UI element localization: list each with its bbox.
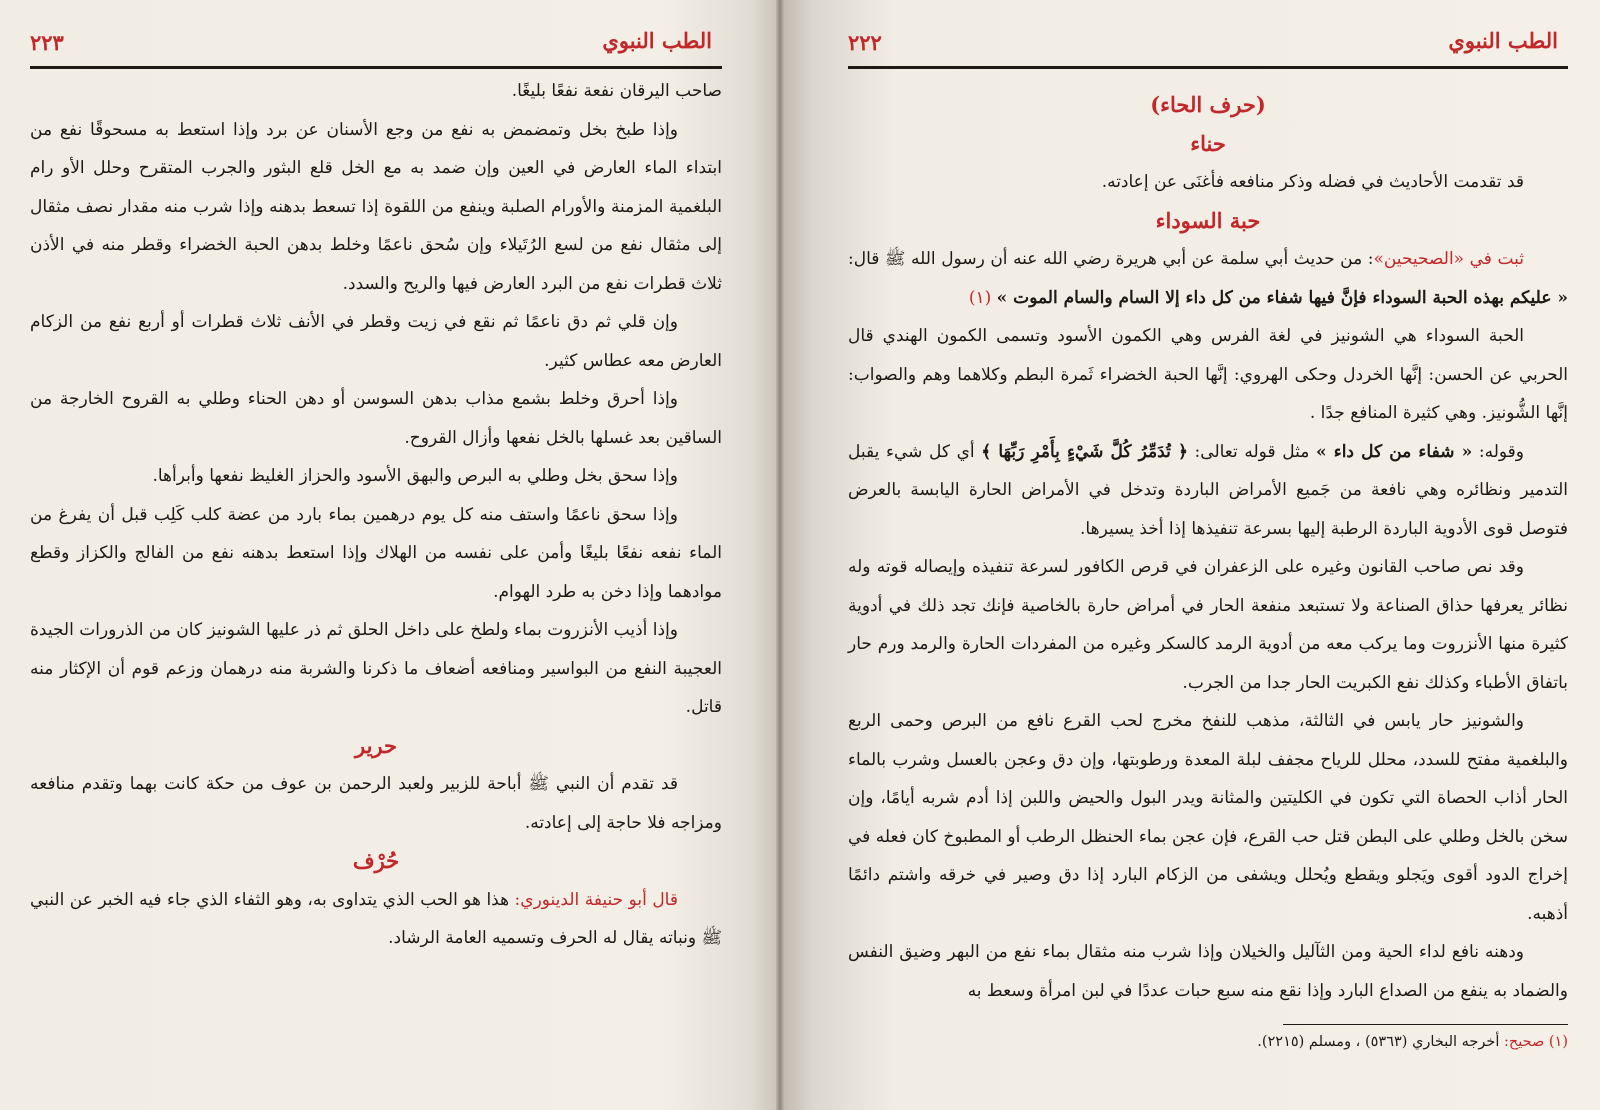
hadith-text: : من حديث أبي سلمة عن أبي هريرة رضي الله عنه أن رسول الله ﷺ قال: — [848, 249, 1374, 269]
left-page-header — [30, 18, 722, 66]
hurf-quote-author: قال أبو حنيفة الدينوري: — [514, 889, 678, 910]
section-title-hurf: حُرْف — [352, 848, 400, 873]
right-paragraph — [848, 433, 1568, 549]
hadith-intro: ثبت في «الصحيحين» — [1373, 249, 1524, 269]
hadith-quote: « عليكم بهذه الحبة السوداء فإنَّ فيها شفاء من كل داء إلا السام والسام الموت » — [996, 287, 1568, 308]
section-title-habba: حبة السوداء — [1155, 207, 1261, 233]
para2-quote: « شفاء من كل داء » — [1315, 441, 1473, 462]
right-page-body — [848, 86, 1568, 1055]
footnote-rule — [1283, 1024, 1568, 1025]
right-paragraph: وقد نص صاحب القانون وغيره على الزعفران في قرص الكافور لسرعة تنفيذه وإيصاله قوته وله نظائر يعرفها حذاق الصناعة ولا تستبعد منفعة الحار في أمراض حارة بالخاصية فإنك تجد ذلك في أدوية كثيرة منها الأنزروت وما يركب معه من أدوية الرمد كالسكر وغيره من المفردات الحارة والرمد ورم حار باتفاق الأطباء وكذلك نفع الكبريت الحار جدا من الجرب. — [848, 557, 1568, 693]
left-header-title: الطب النبوي — [602, 28, 712, 53]
book-gutter — [776, 0, 784, 1110]
left-paragraph: وإن قلي ثم دق ناعمًا ثم نقع في زيت وقطر في الأنف ثلاث قطرات أو أربع نفع من الزكام العارض معه عطاس كثير. — [30, 312, 722, 371]
left-page-number: ٢٢٣ — [30, 30, 64, 55]
footnote-ref: (١) — [968, 287, 992, 308]
left-page — [0, 0, 780, 1110]
harir-paragraph: قد تقدم أن النبي ﷺ أباحة للزبير ولعبد الرحمن بن عوف من حكة كانت بهما وتقدم منافعه ومزاجه فلا حاجة إلى إعادته. — [30, 774, 722, 833]
section-title-hinna: حناء — [1190, 130, 1226, 156]
hurf-paragraph — [30, 881, 722, 958]
right-header-rule — [848, 66, 1568, 69]
right-page-header — [848, 18, 1568, 66]
hurf-text: هذا هو الحب الذي يتداوى به، وهو الثفاء الذي جاء فيه الخبر عن النبي ﷺ ونباته يقال له الحرف وتسميه العامة الرشاد. — [30, 889, 722, 948]
footnote-label: (١) صحيح: — [1503, 1034, 1568, 1050]
left-paragraph: وإذا سحق ناعمًا واستف منه كل يوم درهمين بماء بارد من عضة كلب كَلِب قبل أن يفرغ من الماء نفعه نفعًا بليغًا وأمن على نفسه من الهلاك وإذا استعط بدهنه نفع من الفالج والكزاز وقطع موادهما وإذا دخن به طرد الهوام. — [30, 504, 722, 602]
section-title-harir: حرير — [355, 732, 397, 758]
footnote-text: أخرجه البخاري (٥٣٦٣) ، ومسلم (٢٢١٥). — [1257, 1034, 1504, 1050]
right-page-number: ٢٢٢ — [848, 30, 882, 55]
right-header-title: الطب النبوي — [1448, 28, 1558, 53]
left-paragraph: وإذا أحرق وخلط بشمع مذاب بدهن السوسن أو دهن الحناء وطلي به القروح الخارجة من الساقين بعد غسلها بالخل نفعها وأزال القروح. — [30, 389, 722, 448]
left-paragraph: وإذا طبخ بخل وتمضمض به نفع من وجع الأسنان عن برد وإذا استعط به مسحوقًا نفع من ابتداء الماء العارض في العين وإن ضمد به مع الخل قلع البثور والجرب المتقرح وحلل الأو رام البلغمية المزمنة والأورام الصلبة وينفع من اللقوة إذا تسعط بدهنه وإذا شرب منه مقدار نصف مثقال إلى مثقال نفع من لسع الرُتَيلاء وإن سُحق ناعمًا وخلط بدهن الحبة الخضراء وقطر منه في الأذن ثلاث قطرات نفع من البرد العارض فيها والريح والسدد. — [30, 119, 722, 294]
left-paragraph: وإذا سحق بخل وطلي به البرص والبهق الأسود والحزاز الغليظ نفعها وأبرأها. — [152, 466, 678, 486]
right-page — [780, 0, 1600, 1110]
para2-rest: أي كل شيء يقبل التدمير ونظائره وهي نافعة من جَميع الأمراض الباردة وتدخل في الأمراض الحارة اليابسة بالعرض فتوصل قوى الأدوية الباردة الرطبة إليها بسرعة تنفيذها إذا أخذ يسيرها. — [848, 441, 1568, 539]
quran-ayah: ﴿ تُدَمِّرُ كُلَّ شَيْءٍ بِأَمْرِ رَبِّهَا ﴾ — [981, 441, 1188, 462]
right-paragraph: والشونيز حار يابس في الثالثة، مذهب للنفخ مخرج لحب القرع نافع من البرص وحمى الربع والبلغمية مفتح للسدد، محلل للرياح مجفف لبلة المعدة ورطوبتها، وإن دق وعجن بالعسل وشرب بالماء الحار أذاب الحصاة التي تكون في الكليتين والمثانة ويدر البول والحيض واللبن إذا أدم شربه أيامًا، وإن سخن بالخل وطلي على البطن قتل حب القرع، فإن عجن بماء الحنظل الرطب أو المطبوخ كان فعله في إخراج الدود أقوى ويَجلو ويقطع ويُحلل ويشفى من الزكام البارد إذا دق وصير في خرقه واشتم دائمًا أذهبه. — [848, 711, 1568, 924]
left-page-body — [30, 72, 722, 958]
para2-mid: مثل قوله تعالى: — [1187, 441, 1316, 462]
left-paragraph: صاحب اليرقان نفعة نفعًا بليغًا. — [511, 81, 722, 101]
left-paragraph: وإذا أذيب الأنزروت بماء ولطخ على داخل الحلق ثم ذر عليها الشونيز كان من الذرورات الجيدة العجيبة النفع من البواسير ومنافعه أضعاف ما ذكرنا والشربة منه درهمان وزعم قوم أن الإكثار منه قاتل. — [30, 620, 722, 717]
right-paragraph: الحبة السوداء هي الشونيز في لغة الفرس وهي الكمون الأسود وتسمى الكمون الهندي قال الحربي عن الحسن: إنَّها الخردل وحكى الهروي: إنَّها الحبة الخضراء ثَمرة البطم وكلاهما وهم والصواب: إنَّها الشُّونيز. وهي كثيرة المنافع جدًا . — [848, 326, 1568, 423]
hinna-paragraph: قد تقدمت الأحاديث في فضله وذكر منافعه فأغنَى عن إعادته. — [1101, 172, 1524, 192]
footnote — [848, 1029, 1568, 1055]
chapter-title: (حرف الحاء) — [1150, 92, 1266, 117]
right-paragraph: ودهنه نافع لداء الحية ومن الثآليل والخيلان وإذا شرب منه مثقال بماء نفع من البهر وضيق النفس والضماد به ينفع من الصداع البارد وإذا نقع منه سبع حبات عددًا في لبن امرأة وسعط به — [848, 942, 1568, 1001]
left-header-rule — [30, 66, 722, 69]
para2-intro: وقوله: — [1472, 441, 1525, 462]
hadith-paragraph — [848, 240, 1568, 317]
